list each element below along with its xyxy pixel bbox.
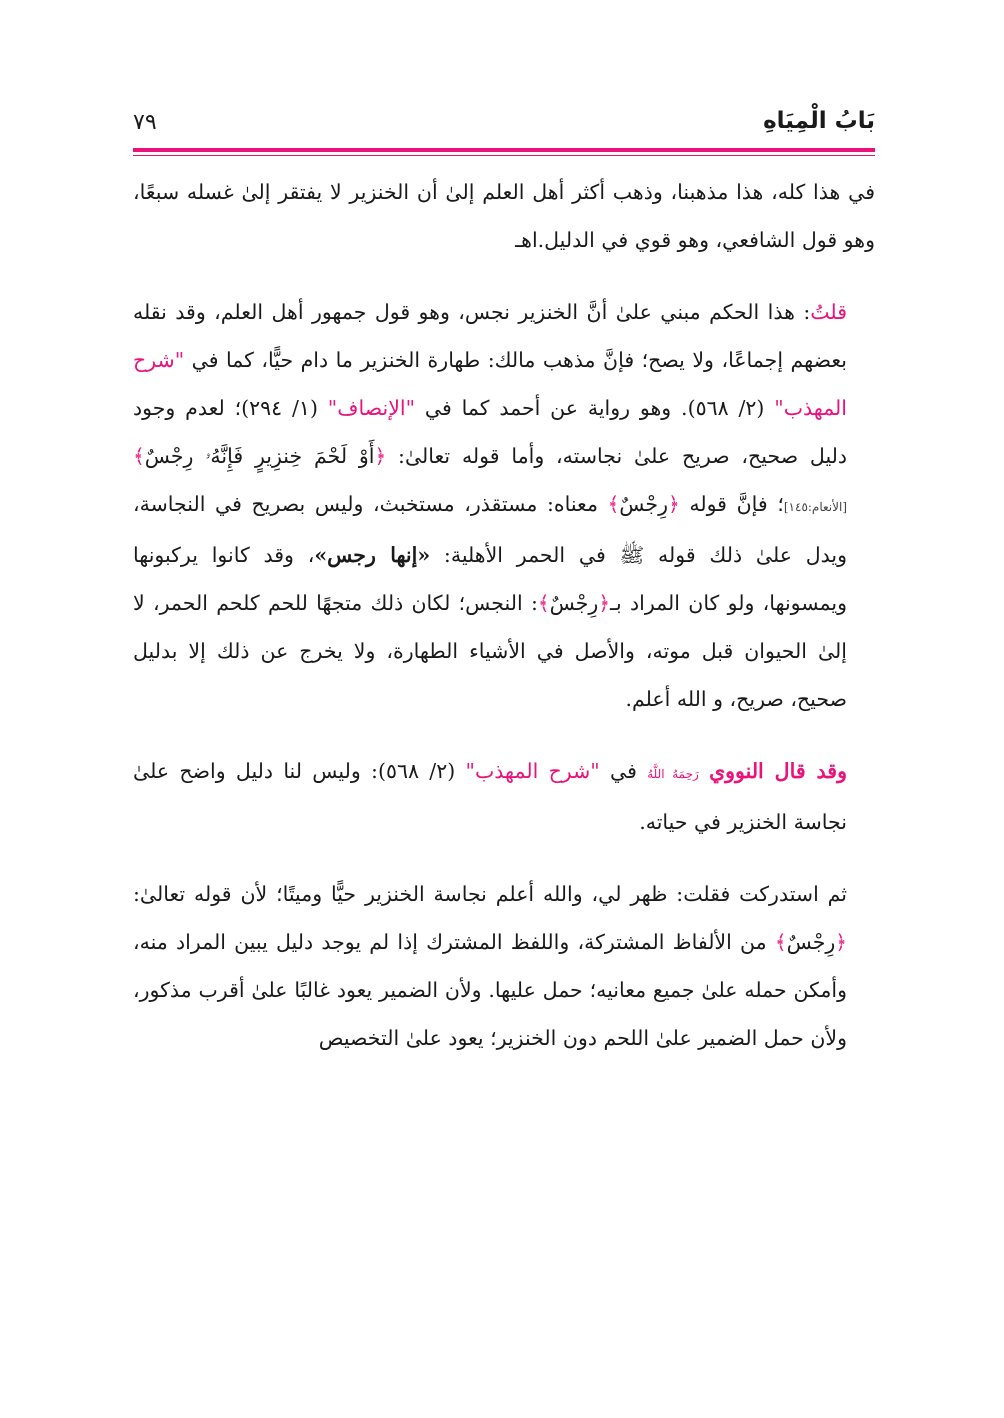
page-body bbox=[133, 168, 875, 1062]
p4-text-1: ثم استدركت فقلت: ظهر لي، والله أعلم نجاسة الخنزير حيًّا وميتًا؛ لأن قوله تعالىٰ: bbox=[133, 882, 847, 906]
paragraph-gap bbox=[133, 723, 875, 747]
quran-bracket-open: ﴿ bbox=[668, 492, 680, 516]
quran-bracket-close: ﴾ bbox=[607, 492, 620, 516]
quran-bracket-open: ﴿ bbox=[374, 444, 387, 468]
page-number: ٧٩ bbox=[133, 110, 157, 135]
p2-text-6: ، وقد كانوا يركبونها ويمسونها، ولو كان المراد بـ bbox=[133, 543, 847, 615]
running-title: بَابُ الْمِيَاهِ bbox=[763, 108, 875, 134]
p2-text-4: ؛ فإنَّ قوله bbox=[679, 492, 784, 516]
quran-bracket-open: ﴿ bbox=[835, 930, 847, 954]
quran-word-rijs: رِجْسٌ bbox=[619, 492, 668, 516]
quran-bracket-close: ﴾ bbox=[774, 930, 787, 954]
paragraph-gap bbox=[133, 264, 875, 288]
hadith-quote: «إنها رجس» bbox=[314, 543, 431, 567]
quran-bracket-close: ﴾ bbox=[537, 591, 550, 615]
quran-bracket-close: ﴾ bbox=[133, 444, 145, 468]
paragraph-2 bbox=[133, 288, 875, 723]
p2-text-3: (١/ ٢٩٤)؛ لعدم وجود دليل صحيح، صريح علىٰ نجاسته، وأما قوله تعالىٰ: bbox=[133, 396, 848, 468]
p2-text-7: : النجس؛ لكان ذلك متجهًا للحم كلحم الحمر، لا إلىٰ الحيوان قبل موته، والأصل في الأشياء الطهارة، ولا يخرج عن ذلك إلا بدليل صحيح، صريح، و الله أعلم. bbox=[133, 591, 847, 711]
quran-word-rijs: رِجْسٌ bbox=[786, 930, 836, 954]
p2-text-1: : هذا الحكم مبني علىٰ أنَّ الخنزير نجس، وهو قول جمهور أهل العلم، وقد نقله بعضهم إجماعًا، ولا يصح؛ فإنَّ مذهب مالك: طهارة الخنزير ما دام حيًّا، كما في bbox=[133, 300, 847, 372]
qultu-lead: قلتُ bbox=[810, 300, 847, 324]
honorific-glyph: رَحِمَهُ اللَّهُ bbox=[647, 767, 699, 781]
verse-reference: [الأنعام:١٤٥] bbox=[783, 500, 848, 514]
nawawi-lead: وقد قال النووي bbox=[709, 759, 847, 783]
p2-text-5: معناه: مستقذر، مستخبث، وليس بصريح في النجاسة، ويدل علىٰ ذلك قوله ﷺ في الحمر الأهلية: bbox=[133, 492, 847, 567]
paragraph-gap bbox=[133, 846, 875, 870]
quran-word-rijs: رِجْسٌ bbox=[549, 591, 599, 615]
paragraph-1 bbox=[133, 168, 875, 264]
book-title-sharh-muhadhab: "شرح المهذب" bbox=[465, 759, 600, 783]
p3-text-2: (٢/ ٥٦٨): وليس لنا دليل واضح علىٰ نجاسة الخنزير في حياته. bbox=[133, 759, 847, 834]
p2-text-2: (٢/ ٥٦٨). وهو رواية عن أحمد كما في bbox=[415, 396, 775, 420]
book-title-sharh-muhadhab: "شرح المهذب" bbox=[133, 348, 847, 420]
paragraph-1-text: في هذا كله، هذا مذهبنا، وذهب أكثر أهل العلم إلىٰ أن الخنزير لا يفتقر إلىٰ غسله سبعًا، وهو قول الشافعي، وهو قوي في الدليل.اهـ bbox=[133, 180, 875, 252]
paragraph-3 bbox=[133, 747, 875, 846]
paragraph-4 bbox=[133, 870, 875, 1062]
header-rule-thick bbox=[133, 148, 875, 152]
p4-text-2: من الألفاظ المشتركة، واللفظ المشترك إذا لم يوجد دليل يبين المراد منه، وأمكن حمله علىٰ جميع معانيه؛ حمل عليها. ولأن الضمير يعود غالبًا علىٰ أقرب مذكور، ولأن حمل الضمير علىٰ اللحم دون الخنزير؛ يعود علىٰ التخصيص bbox=[133, 930, 847, 1050]
book-title-insaf: "الإنصاف" bbox=[327, 396, 416, 420]
quran-verse: أَوْ لَحْمَ خِنزِيرٍ فَإِنَّهُۥ رِجْسٌ bbox=[144, 444, 375, 468]
page-header bbox=[133, 108, 875, 148]
p3-text-1: في bbox=[599, 759, 648, 783]
quran-bracket-open: ﴿ bbox=[598, 591, 611, 615]
header-rule-thin bbox=[133, 155, 875, 156]
